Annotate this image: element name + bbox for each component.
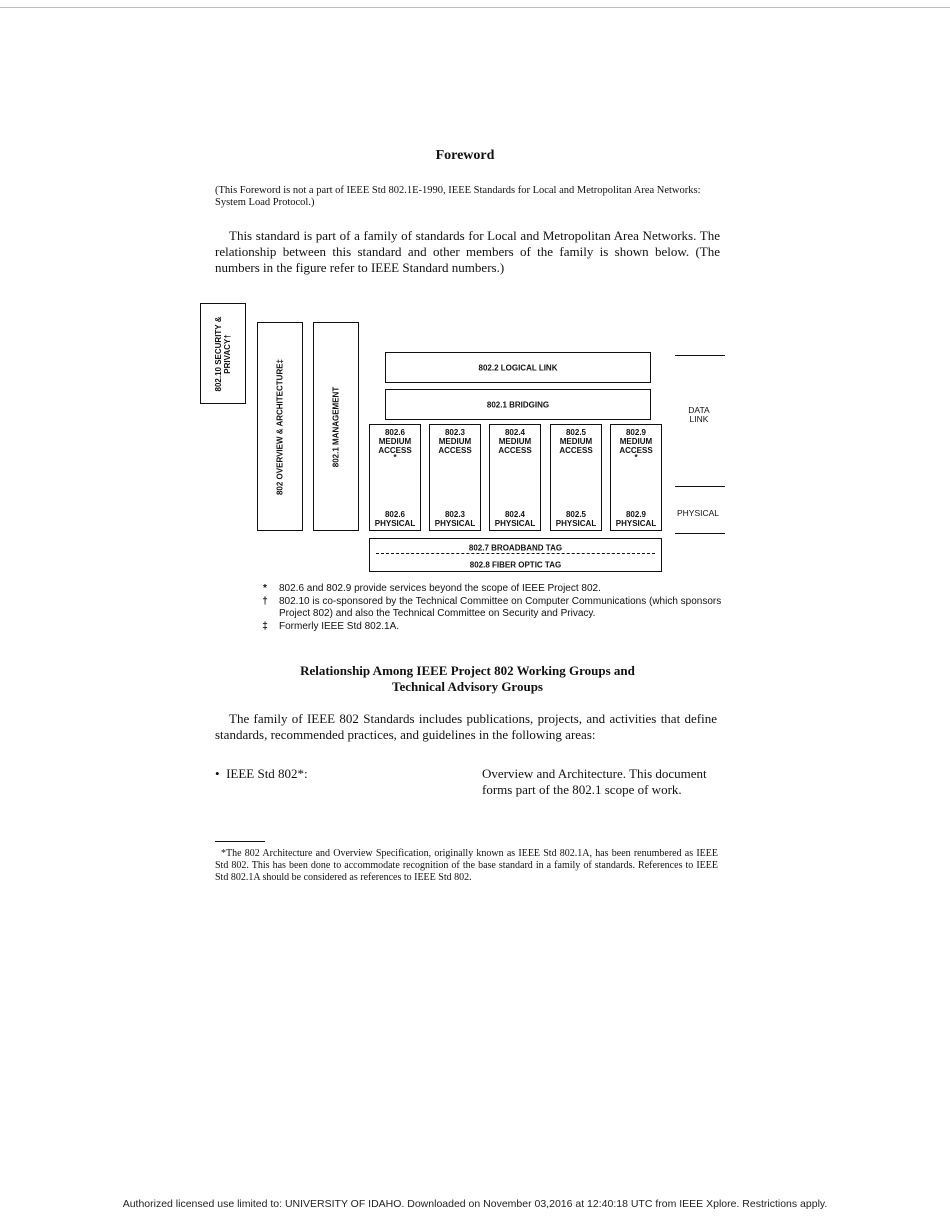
mac-num: 802.3 [444, 428, 466, 437]
note-symbol: * [263, 583, 267, 594]
section-title-line-1: Relationship Among IEEE Project 802 Working Groups and [300, 663, 635, 678]
layer-divider-line [675, 486, 725, 487]
bridging-box [385, 389, 651, 420]
mac-802-3 [430, 428, 480, 455]
broadband-tag-text: 802.7 BROADBAND TAG [466, 544, 565, 553]
diagram-note [258, 621, 728, 634]
phy-label: PHYSICAL [615, 519, 657, 528]
bridging-label: 802.1 BRIDGING [486, 400, 550, 409]
tag-box [369, 538, 662, 572]
mac-num: 802.4 [504, 428, 526, 437]
mac-num: 802.5 [565, 428, 587, 437]
mac-phy-gap [369, 486, 663, 487]
note-symbol: ‡ [262, 620, 268, 632]
section-title [215, 663, 720, 695]
scope-star: * [393, 453, 397, 462]
bullet-description: Overview and Architecture. This document forms part of the 802.1 scope of work. [482, 766, 707, 797]
phy-num: 802.5 [565, 510, 587, 519]
license-notice: Authorized licensed use limited to: UNIVERSITY OF IDAHO. Downloaded on November 03,2016 at 12:40:18 UTC from IEEE Xplore. Restrictions apply. [122, 1198, 828, 1210]
footnote-rule [215, 841, 265, 842]
mac-label: MEDIUM ACCESS [498, 437, 532, 455]
mac-802-9 [611, 428, 661, 461]
mac-num: 802.9 [625, 428, 647, 437]
phy-num: 802.9 [625, 510, 647, 519]
diagram-note [258, 596, 728, 621]
diagram-notes [258, 583, 728, 633]
mac-802-6 [370, 428, 420, 461]
column-802-5 [550, 424, 602, 531]
broadband-dashed-line [376, 553, 655, 554]
broadband-tag-label [370, 544, 661, 553]
management-label: 802.1 MANAGEMENT [331, 386, 341, 467]
bullet-item [215, 766, 308, 782]
phy-num: 802.4 [504, 510, 526, 519]
scope-star: * [634, 453, 638, 462]
phy-802-6 [370, 510, 420, 528]
physical-layer-label: PHYSICAL [676, 508, 720, 518]
foreword-note: (This Foreword is not a part of IEEE Std 802.1E-1990, IEEE Standards for Local and Metropolitan Area Networks: System Load Protocol.) [215, 185, 701, 208]
phy-802-3 [430, 510, 480, 528]
mac-label: MEDIUM ACCESS [619, 437, 653, 455]
phy-num: 802.3 [444, 510, 466, 519]
mac-label: MEDIUM ACCESS [378, 437, 412, 455]
mac-label: MEDIUM ACCESS [438, 437, 472, 455]
fiber-tag-label: 802.8 FIBER OPTIC TAG [469, 560, 562, 570]
page-footnote: *The 802 Architecture and Overview Specification, originally known as IEEE Std 802.1A, has been renumbered as IEEE Std 802. This has been done to accommodate recognition of the base standard in a family of standards. References to IEEE Std 802.1A should be considered as references to IEEE Std 802. [215, 848, 718, 883]
overview-label: 802 OVERVIEW & ARCHITECTURE‡ [275, 358, 285, 495]
phy-802-5 [551, 510, 601, 528]
management-box [313, 322, 359, 531]
phy-label: PHYSICAL [494, 519, 536, 528]
note-text: Formerly IEEE Std 802.1A. [279, 620, 400, 632]
logical-link-label: 802.2 LOGICAL LINK [478, 363, 558, 372]
column-802-6 [369, 424, 421, 531]
security-label: 802.10 SECURITY & PRIVACY† [214, 316, 232, 391]
phy-num: 802.6 [384, 510, 406, 519]
column-802-3 [429, 424, 481, 531]
bullet-dot: • [215, 766, 227, 781]
column-802-9 [610, 424, 662, 531]
logical-link-box [385, 352, 651, 383]
top-rule [0, 7, 950, 8]
section-title-line-2: Technical Advisory Groups [392, 679, 543, 694]
security-box [200, 303, 246, 404]
diagram-note [258, 583, 728, 596]
phy-label: PHYSICAL [374, 519, 416, 528]
note-text: 802.6 and 802.9 provide services beyond the scope of IEEE Project 802. [279, 583, 601, 594]
mac-label: MEDIUM ACCESS [559, 437, 593, 455]
intro-paragraph: This standard is part of a family of standards for Local and Metropolitan Area Networks. The relationship between this standard and other members of the family is shown below. (The numbers in the figure refer to IEEE Standard numbers.) [215, 228, 720, 275]
phy-802-4 [490, 510, 540, 528]
phy-label: PHYSICAL [434, 519, 476, 528]
mac-num: 802.6 [384, 428, 406, 437]
page-title: Foreword [435, 148, 495, 163]
data-link-top-line [675, 355, 725, 356]
data-link-label: DATA LINK [688, 405, 710, 424]
note-symbol: † [262, 595, 268, 607]
mac-802-5 [551, 428, 601, 455]
physical-bottom-line [675, 533, 725, 534]
bullet-label: IEEE Std 802*: [226, 766, 308, 781]
ieee-802-family-diagram [195, 300, 735, 580]
section-paragraph: The family of IEEE 802 Standards includes publications, projects, and activities that define standards, recommended practices, and guidelines in the following areas: [215, 711, 717, 742]
note-text: 802.10 is co-sponsored by the Technical Committee on Computer Communications (which sponsors Project 802) and also the Technical Committee on Security and Privacy. [279, 595, 722, 619]
phy-label: PHYSICAL [555, 519, 597, 528]
overview-box [257, 322, 303, 531]
column-802-4 [489, 424, 541, 531]
phy-802-9 [611, 510, 661, 528]
mac-802-4 [490, 428, 540, 455]
